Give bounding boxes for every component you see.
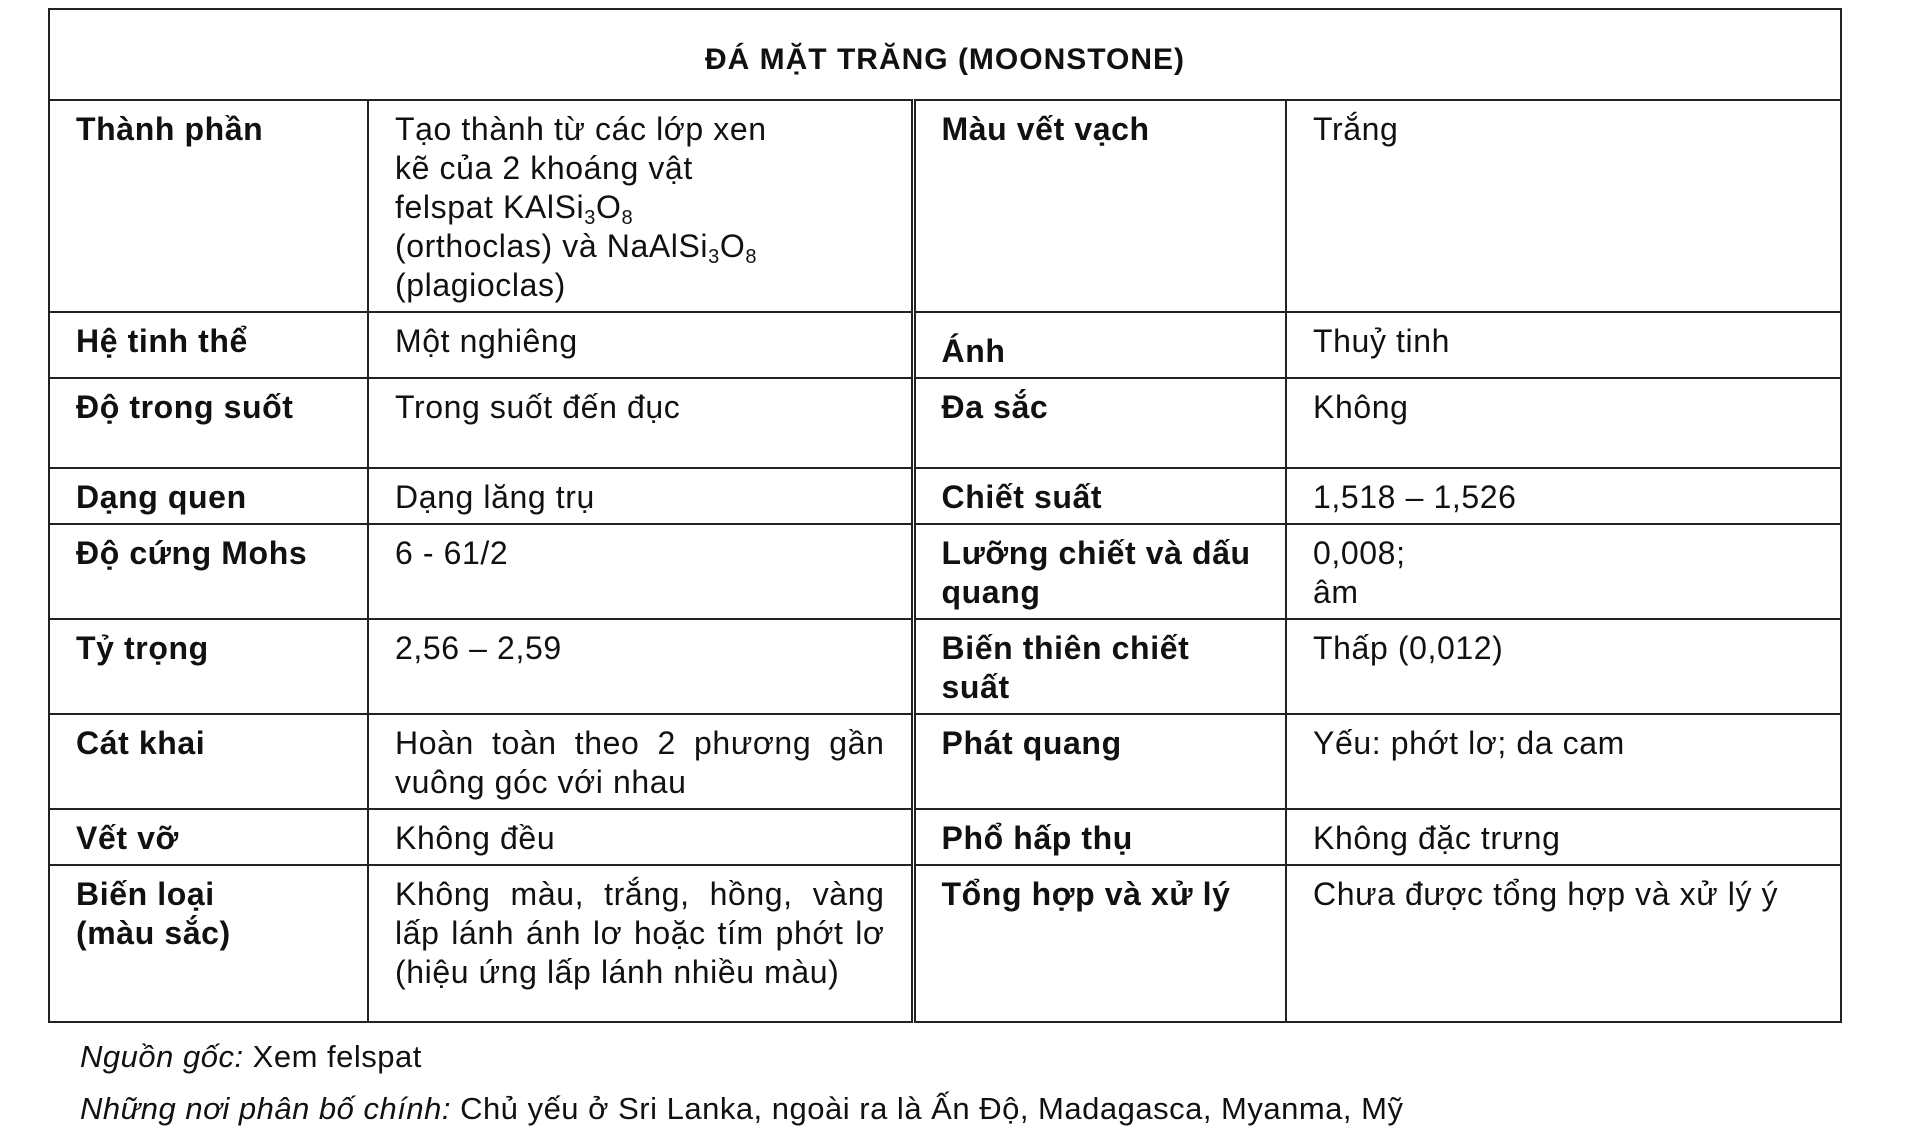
property-value: Trong suốt đến đục: [368, 378, 913, 468]
formula-subscript: 8: [745, 246, 758, 268]
composition-formula-line: [395, 227, 885, 266]
property-label: Độ trong suốt: [49, 378, 368, 468]
composition-line: (plagioclas): [395, 267, 566, 303]
table-row: [49, 378, 1841, 468]
property-value: Trắng: [1286, 100, 1841, 312]
property-value: 1,518 – 1,526: [1286, 468, 1841, 524]
property-label: [49, 865, 368, 1022]
property-value: Thuỷ tinh: [1286, 312, 1841, 378]
property-label: Màu vết vạch: [913, 100, 1286, 312]
property-label-line: Biến loại: [76, 876, 215, 912]
composition-formula-line: [395, 188, 885, 227]
moonstone-properties-table: [48, 8, 1842, 1023]
distribution-note: [80, 1083, 1840, 1135]
property-label: Phát quang: [913, 714, 1286, 809]
property-label: Tổng hợp và xử lý: [913, 865, 1286, 1022]
table-row: [49, 468, 1841, 524]
table-row: [49, 865, 1841, 1022]
property-value: Không đều: [368, 809, 913, 865]
formula-text: O: [595, 189, 622, 225]
origin-note: [80, 1031, 1840, 1083]
table-title-row: [49, 9, 1841, 100]
property-label: Vết vỡ: [49, 809, 368, 865]
property-value: Yếu: phớt lơ; da cam: [1286, 714, 1841, 809]
composition-line: kẽ của 2 khoáng vật: [395, 150, 693, 186]
formula-text: felspat KAlSi: [395, 189, 585, 225]
property-value: Không: [1286, 378, 1841, 468]
property-label: Hệ tinh thể: [49, 312, 368, 378]
formula-subscript: 3: [708, 246, 720, 268]
table-row: [49, 714, 1841, 809]
birefringence-value: 0,008;: [1313, 535, 1406, 571]
property-label-line: (màu sắc): [76, 915, 231, 951]
property-value: Thấp (0,012): [1286, 619, 1841, 714]
table-row: [49, 312, 1841, 378]
optic-sign-value: âm: [1313, 574, 1359, 610]
property-label: Phổ hấp thụ: [913, 809, 1286, 865]
property-label: Cát khai: [49, 714, 368, 809]
property-value: Hoàn toàn theo 2 phương gần vuông góc với nhau: [368, 714, 913, 809]
composition-line: Tạo thành từ các lớp xen: [395, 111, 767, 147]
property-label: Lưỡng chiết và dấu quang: [913, 524, 1286, 619]
table-row: [49, 524, 1841, 619]
property-label: Ánh: [913, 312, 1286, 378]
document-page: [48, 8, 1840, 1135]
property-label: Thành phần: [49, 100, 368, 312]
property-value: [1286, 524, 1841, 619]
property-value: Không đặc trưng: [1286, 809, 1841, 865]
property-value: Một nghiêng: [368, 312, 913, 378]
table-row: [49, 100, 1841, 312]
distribution-text: Chủ yếu ở Sri Lanka, ngoài ra là Ấn Độ, Madagasca, Myanma, Mỹ: [450, 1091, 1404, 1126]
property-value: Chưa được tổng hợp và xử lý ý: [1286, 865, 1841, 1022]
notes-section: [48, 1031, 1840, 1135]
property-label: Dạng quen: [49, 468, 368, 524]
property-value: 6 - 61/2: [368, 524, 913, 619]
property-value: [368, 100, 913, 312]
table-title: ĐÁ MẶT TRĂNG (MOONSTONE): [49, 9, 1841, 100]
formula-subscript: 3: [584, 207, 596, 229]
property-label: Biến thiên chiết suất: [913, 619, 1286, 714]
property-label: Độ cứng Mohs: [49, 524, 368, 619]
property-value: Không màu, trắng, hồng, vàng lấp lánh ánh lơ hoặc tím phớt lơ (hiệu ứng lấp lánh nhiều màu): [368, 865, 913, 1022]
distribution-label: Những nơi phân bố chính:: [80, 1091, 451, 1126]
property-label: Đa sắc: [913, 378, 1286, 468]
table-row: [49, 809, 1841, 865]
property-value: Dạng lăng trụ: [368, 468, 913, 524]
formula-text: (orthoclas) và NaAlSi: [395, 228, 709, 264]
table-row: [49, 619, 1841, 714]
property-label: Chiết suất: [913, 468, 1286, 524]
origin-label: Nguồn gốc:: [80, 1039, 244, 1074]
origin-text: Xem felspat: [243, 1039, 422, 1074]
formula-text: O: [719, 228, 746, 264]
property-value: 2,56 – 2,59: [368, 619, 913, 714]
property-label: Tỷ trọng: [49, 619, 368, 714]
formula-subscript: 8: [621, 207, 634, 229]
